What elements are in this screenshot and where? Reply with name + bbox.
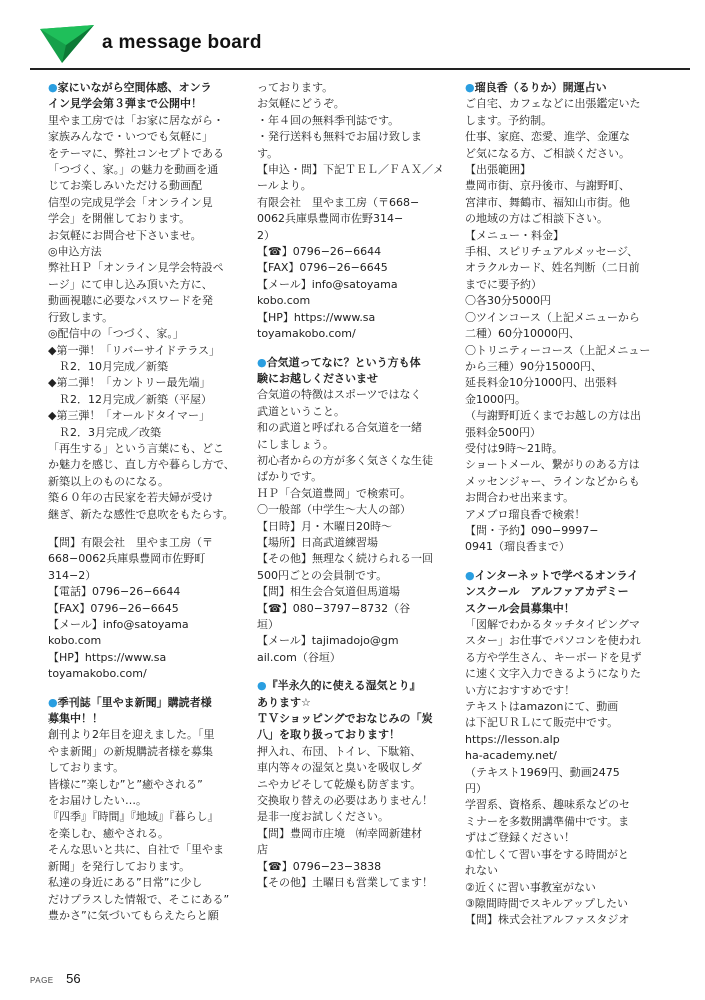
text-line: 車内等々の湿気と臭いを吸収しダ: [257, 761, 422, 775]
text-line: お問合わせ出来ます。: [465, 491, 575, 505]
section-heading-line: 八」を取り扱っております！: [257, 728, 400, 742]
paper-plane-icon: [40, 25, 94, 69]
text-line: しております。: [48, 761, 125, 775]
section-heading-line: [257, 678, 453, 694]
page-header: [30, 20, 690, 70]
text-line: スター」お仕事でパソコンを使われ: [465, 634, 641, 648]
text-line: kobo.com: [257, 294, 311, 308]
section-heading-line: ＴＶショッピングでおなじみの「炭: [257, 712, 433, 726]
text-line: に速く文字入力できるようになりた: [465, 667, 641, 681]
text-line: 【問】有限会社 里やま工房（〒: [48, 535, 213, 549]
column-right: [465, 80, 661, 929]
page-footer: [30, 970, 81, 988]
text-line: 【☎】080−3797−8732（谷: [257, 601, 411, 615]
text-line: までに要予約）: [465, 277, 542, 291]
text-line: か魅力を感じ、直し方や暮らし方で、: [48, 458, 235, 472]
bullet-dot-icon: ●: [257, 679, 267, 693]
text-line: 皆様に”楽しむ”と”癒やされる”: [48, 777, 203, 791]
text-line: 初心者からの方が多く気さくな生徒: [257, 453, 433, 467]
section-heading-line: あります☆: [257, 695, 311, 709]
text-line: れない: [465, 864, 498, 878]
text-line: オラクルカード、姓名判断（二日前: [465, 261, 640, 275]
text-line: 「つづく、家。」の魅力を動画を通: [48, 163, 219, 177]
text-line: （与謝野町近くまでお越しの方は出: [465, 409, 641, 423]
text-line: 【問】相生会合気道但馬道場: [257, 585, 400, 599]
text-line: 〇一般部（中学生〜大人の部）: [257, 503, 411, 517]
text-line: ールより。: [257, 179, 312, 193]
text-line: をお届けしたい…。: [48, 794, 147, 808]
text-line: 合気道の特徴はスポーツではなく: [257, 388, 422, 402]
text-line: ail.com（谷垣）: [257, 650, 341, 664]
text-line: 【メニュー・料金】: [465, 228, 564, 242]
section-heading-line: 募集中！！: [48, 712, 103, 726]
text-line: 交換取り替えの必要はありません！: [257, 794, 433, 808]
column-left: [48, 80, 244, 924]
section-heading-line: スクール会員募集中！: [465, 601, 575, 615]
text-line: の地域の方はご相談下さい。: [465, 212, 608, 226]
text-line: 【HP】https://www.sa: [257, 310, 376, 324]
text-line: 手相、スピリチュアルメッセージ、: [465, 245, 639, 259]
text-line: 受付は9時〜21時。: [465, 441, 563, 455]
section-spacer: [257, 343, 453, 355]
text-line: ◎配信中の「つづく、家。」: [48, 327, 184, 341]
bullet-dot-icon: ●: [48, 81, 58, 94]
text-line: 行致します。: [48, 310, 114, 324]
text-line: 【その他】無理なく続けられる一回: [257, 552, 433, 566]
text-line: をテーマに、弊社コンセプトである: [48, 146, 224, 160]
bullet-dot-icon: ●: [48, 695, 58, 709]
text-line: 0062兵庫県豊岡市佐野314−: [257, 212, 404, 226]
text-line: します。予約制。: [465, 113, 553, 127]
text-line: 家族みんなで・いつでも気軽に」: [48, 130, 213, 144]
text-line: 【メール】info@satoyama: [48, 618, 189, 631]
text-line: 〇ツインコース（上記メニューから: [465, 310, 640, 324]
text-line: 築６０年の古民家を若夫婦が受け: [48, 491, 213, 505]
text-line: ②近くに習い事教室がない: [465, 880, 596, 894]
section-heading-line: 験にお越しくださいませ: [257, 371, 378, 385]
section-heading-line: イン見学会第３弾まで公開中！: [48, 97, 202, 111]
text-line: ③隙間時間でスキルアップしたい: [465, 896, 628, 910]
text-line: ◎申込方法: [48, 245, 102, 259]
text-line: 【HP】https://www.sa: [48, 650, 167, 664]
text-line: 店: [257, 843, 268, 857]
text-line: メッセンジャー、ラインなどからも: [465, 474, 640, 488]
text-line: 「再生する」という言葉にも、どこ: [48, 441, 224, 455]
text-line: 「図解でわかるタッチタイピングマ: [465, 618, 641, 631]
heading-text: 季刊誌「里やま新聞」購読者様: [57, 695, 212, 709]
text-line: 【☎】0796−26−6644: [257, 245, 382, 259]
section-spacer: [465, 556, 661, 568]
text-line: 継ぎ、新たな感性で息吹をもたらす。: [48, 507, 234, 521]
text-line: 【問】豊岡市庄境 ㈲幸岡新建材: [257, 826, 422, 840]
text-line: だけプラスした情報で、そこにある”: [48, 892, 230, 906]
text-line: Ｒ2．3月完成／改築: [48, 425, 161, 439]
text-line: る方や学生さん、キーボードを見ず: [465, 650, 642, 664]
text-line: ニやカビそして乾燥も防ぎます。: [257, 777, 422, 791]
text-line: 押入れ、布団、トイレ、下駄箱、: [257, 744, 422, 758]
text-line: 【電話】0796−26−6644: [48, 585, 181, 599]
page-title: a message board: [102, 32, 262, 53]
text-line: 武道ということ。: [257, 404, 345, 418]
text-line: ご自宅、カフェなどに出張鑑定いた: [465, 97, 641, 111]
text-line: い方におすすめです！: [465, 683, 576, 697]
text-line: toyamakobo.com/: [257, 327, 356, 341]
text-line: そんな思いと共に、自社で「里やま: [48, 843, 224, 857]
text-line: 学習系、資格系、趣味系などのセ: [465, 798, 630, 812]
text-line: す。: [257, 146, 279, 160]
text-line: 【申込・問】下記ＴＥＬ／ＦＡＸ／メ: [257, 163, 444, 177]
text-line: https://lesson.alp: [465, 732, 560, 746]
text-line: 豊かさ”に気づいてもらえたらと願: [48, 908, 219, 922]
text-line: 〇各30分5000円: [465, 294, 551, 308]
page-number: 56: [66, 971, 81, 986]
text-line: ◆第二弾！「カントリー最先端」: [48, 376, 211, 390]
text-line: 有限会社 里やま工房（〒668−: [257, 195, 420, 209]
text-line: お気軽にお問合せ下さいませ。: [48, 228, 202, 242]
text-line: 里やま工房では「お家に居ながら・: [48, 113, 224, 127]
text-line: は下記ＵＲＬにて販売中です。: [465, 716, 619, 730]
text-line: から三種）90分15000円、: [465, 359, 602, 373]
text-line: じてお楽しみいただける動画配: [48, 179, 202, 193]
heading-text: 『半永久的に使える湿気とり』: [266, 679, 421, 693]
text-line: 【☎】0796−23−3838: [257, 859, 382, 873]
text-line: 動画視聴に必要なパスワードを発: [48, 294, 213, 308]
text-line: お気軽にどうぞ。: [257, 97, 345, 111]
text-line: 二種）60分10000円、: [465, 327, 580, 341]
heading-text: 瑠良香（るりか）開運占い: [474, 81, 607, 94]
heading-text: 合気道ってなに？という方も体: [266, 355, 421, 369]
text-line: にしましょう。: [257, 437, 334, 451]
text-line: ha-academy.net/: [465, 749, 557, 763]
text-line: っております。: [257, 81, 334, 94]
text-line: 【FAX】0796−26−6645: [48, 601, 179, 615]
text-line: ◆第三弾！「オールドタイマー」: [48, 409, 211, 423]
text-line: 金1000円。: [465, 392, 526, 406]
text-line: 宮津市、舞鶴市、福知山市街。他: [465, 195, 630, 209]
text-line: 『四季』『時間』『地域』『暮らし』: [48, 810, 219, 824]
text-line: 【場所】日高武道練習場: [257, 535, 378, 549]
section-heading-line: [465, 80, 661, 96]
text-line: を楽しむ、癒やされる。: [48, 826, 169, 840]
text-line: toyamakobo.com/: [48, 667, 147, 681]
text-line: 豊岡市街、京丹後市、与謝野町、: [465, 179, 630, 193]
section-heading-line: [465, 568, 661, 584]
text-line: 【その他】土曜日も営業してます！: [257, 876, 433, 890]
text-line: ・年４回の無料季刊誌です。: [257, 113, 400, 127]
text-line: kobo.com: [48, 634, 102, 648]
text-line: 【問】株式会社アルファスタジオ: [465, 913, 630, 927]
text-line: ミナーを多数開講準備中です。ま: [465, 814, 630, 828]
text-line: 500円ごとの会員制です。: [257, 568, 388, 582]
bullet-dot-icon: ●: [465, 568, 475, 582]
text-line: やま新聞」の新規購読者様を募集: [48, 744, 213, 758]
text-line: ＨＰ「合気道豊岡」で検索可。: [257, 486, 411, 500]
heading-text: インターネットで学べるオンライ: [474, 568, 639, 582]
text-line: 信型の完成見学会「オンライン見: [48, 195, 213, 209]
text-line: 和の武道と呼ばれる合気道を一緒: [257, 421, 422, 435]
text-line: （テキスト1969円、動画2475: [465, 765, 620, 779]
header-divider: [30, 68, 690, 70]
text-line: 0941（瑠良香まで）: [465, 540, 570, 554]
text-line: アメブロ瑠良香で検索！: [465, 507, 586, 521]
text-line: 是非一度お試しください。: [257, 810, 389, 824]
section-spacer: [48, 523, 244, 535]
text-line: 314−2）: [48, 568, 97, 582]
text-line: 円）: [465, 782, 487, 796]
section-spacer: [48, 683, 244, 695]
text-line: 垣）: [257, 618, 279, 631]
bullet-dot-icon: ●: [257, 355, 267, 369]
text-line: 【問・予約】090−9997−: [465, 523, 599, 537]
text-line: ばかりです。: [257, 470, 323, 484]
text-line: 延長料金10分1000円、出張料: [465, 376, 617, 390]
text-line: 新聞」を発行しております。: [48, 859, 191, 873]
text-line: 【メール】info@satoyama: [257, 277, 398, 291]
text-line: 【日時】月・木曜日20時〜: [257, 519, 392, 533]
text-line: ショートメール、繋がりのある方は: [465, 458, 640, 472]
page-label: PAGE: [30, 976, 54, 985]
text-line: 【メール】tajimadojo@gm: [257, 634, 399, 648]
text-line: Ｒ2．12月完成／新築（平屋）: [48, 392, 212, 406]
column-middle: [257, 80, 453, 892]
text-line: ど気になる方、ご相談ください。: [465, 146, 630, 160]
text-line: ①忙しくて習い事をする時間がと: [465, 847, 629, 861]
text-line: 仕事、家庭、恋愛、進学、金運な: [465, 130, 630, 144]
text-line: 2）: [257, 228, 275, 242]
text-line: ずはご登録ください！: [465, 831, 575, 845]
text-line: 弊社ＨＰ「オンライン見学会特設ペ: [48, 261, 224, 275]
section-spacer: [257, 666, 453, 678]
text-line: 私達の身近にある”日常”に少し: [48, 876, 203, 890]
text-line: Ｒ2．10月完成／新築: [48, 359, 168, 373]
bullet-dot-icon: ●: [465, 81, 475, 94]
section-heading-line: [48, 695, 244, 711]
section-heading-line: [257, 355, 453, 371]
text-line: 新築以上のものになる。: [48, 474, 169, 488]
text-line: 〇トリニティーコース（上記メニュー: [465, 343, 651, 357]
text-line: 【出張範囲】: [465, 163, 531, 177]
section-heading-line: [48, 80, 244, 96]
section-heading-line: ンスクール アルファアカデミー: [465, 585, 629, 599]
text-line: 張料金500円）: [465, 425, 541, 439]
heading-text: 家にいながら空間体感、オンラ: [57, 81, 212, 94]
text-line: ・発行送料も無料でお届け致しま: [257, 130, 422, 144]
text-line: ージ」にて申し込み頂いた方に、: [48, 277, 213, 291]
text-line: 創刊より2年目を迎えました。「里: [48, 728, 215, 742]
text-line: ◆第一弾！「リバーサイドテラス」: [48, 343, 221, 357]
text-line: テキストはamazonにて、動画: [465, 700, 619, 714]
text-line: 学会」を開催しております。: [48, 212, 191, 226]
text-line: 【FAX】0796−26−6645: [257, 261, 388, 275]
text-line: 668−0062兵庫県豊岡市佐野町: [48, 552, 206, 566]
